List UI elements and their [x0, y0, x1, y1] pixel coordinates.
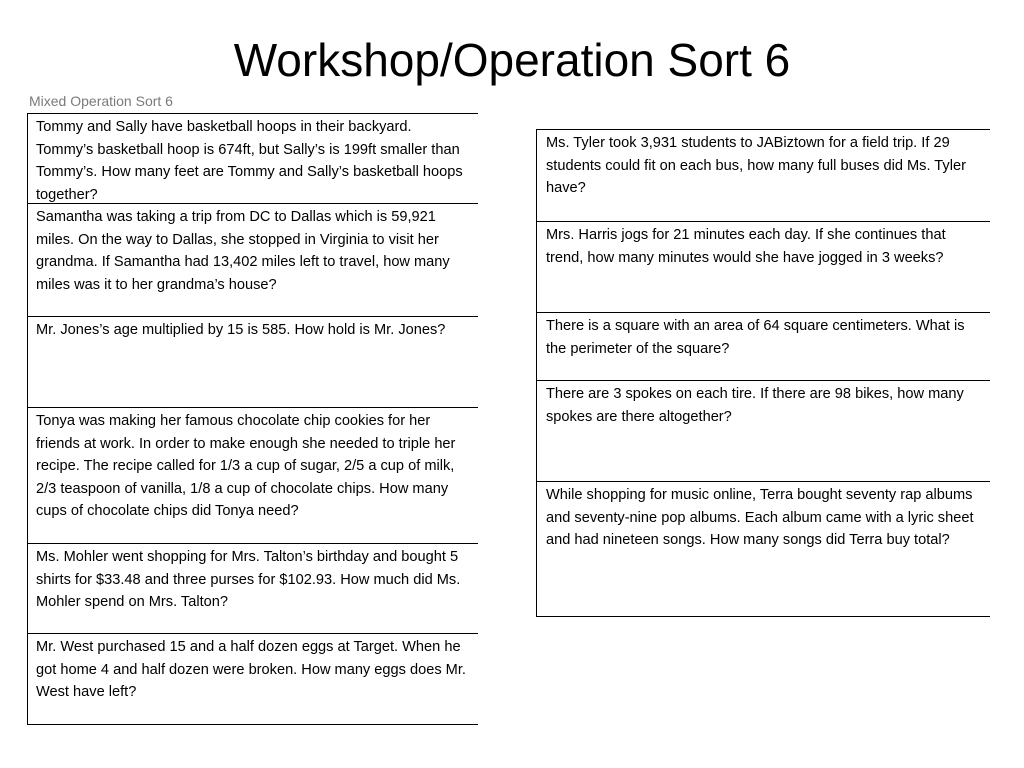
- problem-cell: Ms. Mohler went shopping for Mrs. Talton’s birthday and bought 5 shirts for $33.48 and three purses for $102.93. How much did Ms. Mohler spend on Mrs. Talton?: [27, 544, 478, 634]
- problem-cell: While shopping for music online, Terra bought seventy rap albums and seventy-nine pop albums. Each album came with a lyric sheet and had nineteen songs. How many songs did Terra buy total?: [536, 482, 990, 617]
- sheet-label: Mixed Operation Sort 6: [29, 93, 173, 109]
- right-problem-column: [536, 129, 990, 617]
- problem-cell: Tommy and Sally have basketball hoops in their backyard. Tommy’s basketball hoop is 674ft, but Sally’s is 199ft smaller than Tommy’s. How many feet are Tommy and Sally’s basketball hoops together?: [27, 114, 478, 204]
- problem-cell: Mr. Jones’s age multiplied by 15 is 585. How hold is Mr. Jones?: [27, 317, 478, 408]
- problem-cell: Mrs. Harris jogs for 21 minutes each day. If she continues that trend, how many minutes would she have jogged in 3 weeks?: [536, 222, 990, 313]
- problem-cell: Ms. Tyler took 3,931 students to JABiztown for a field trip. If 29 students could fit on each bus, how many full buses did Ms. Tyler have?: [536, 130, 990, 222]
- problem-cell: There are 3 spokes on each tire. If there are 98 bikes, how many spokes are there altogether?: [536, 381, 990, 482]
- left-problem-column: [27, 113, 478, 725]
- slide-title: Workshop/Operation Sort 6: [233, 34, 791, 86]
- problem-cell: Mr. West purchased 15 and a half dozen eggs at Target. When he got home 4 and half dozen were broken. How many eggs does Mr. West have left?: [27, 634, 478, 725]
- problem-cell: Samantha was taking a trip from DC to Dallas which is 59,921 miles. On the way to Dallas, she stopped in Virginia to visit her grandma. If Samantha had 13,402 miles left to travel, how many miles was it to her grandma’s house?: [27, 204, 478, 317]
- problem-cell: There is a square with an area of 64 square centimeters. What is the perimeter of the square?: [536, 313, 990, 381]
- problem-cell: Tonya was making her famous chocolate chip cookies for her friends at work. In order to make enough she needed to triple her recipe. The recipe called for 1/3 a cup of sugar, 2/5 a cup of milk, 2/3 teaspoon of vanilla, 1/8 a cup of chocolate chips. How many cups of chocolate chips did Tonya need?: [27, 408, 478, 544]
